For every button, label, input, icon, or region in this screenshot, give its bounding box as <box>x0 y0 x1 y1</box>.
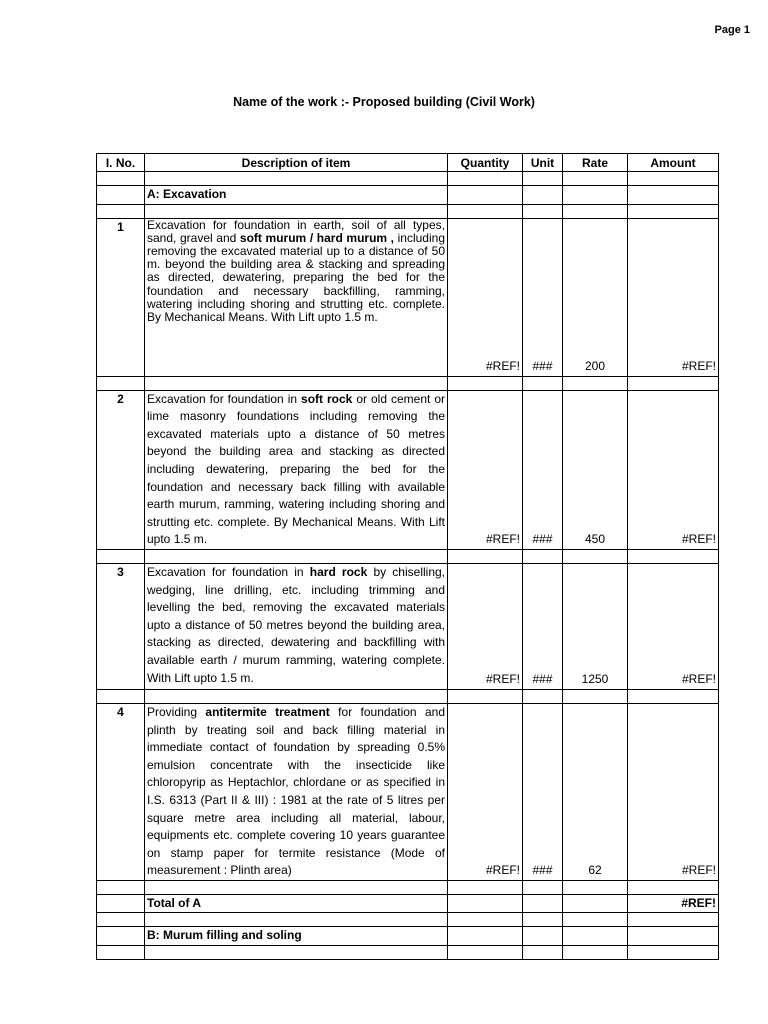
col-header: Unit <box>523 154 563 172</box>
item-number: 4 <box>97 703 145 880</box>
item-unit: ### <box>523 390 563 549</box>
item-number: 1 <box>97 218 145 376</box>
item-quantity: #REF! <box>448 390 523 549</box>
item-unit: ### <box>523 703 563 880</box>
total-amount: #REF! <box>628 894 719 913</box>
header-row <box>97 154 719 172</box>
col-header: Quantity <box>448 154 523 172</box>
item-description: Excavation for foundation in hard rock by chiselling, wedging, line drilling, etc. including trimming and levelling the bed, removing the excavated materials upto a distance of 50 metres beyond the building area, stacking as directed, dewatering and backfilling with available earth / murum ramming, watering complete. With Lift upto 1.5 m. <box>145 563 448 689</box>
section-title: B: Murum filling and soling <box>145 927 448 946</box>
section-title: A: Excavation <box>145 186 448 205</box>
page-title: Name of the work :- Proposed building (Civil Work) <box>233 95 535 109</box>
item-amount: #REF! <box>628 390 719 549</box>
item-description: Excavation for foundation in earth, soil of all types, sand, gravel and soft murum / hard murum , including removing the excavated material up to a distance of 50 m. beyond the building area & stacking and spreading as directed, dewatering, preparing the bed for the foundation and necessary backfilling, ramming, watering including shoring and strutting etc. complete. By Mechanical Means. With Lift upto 1.5 m. <box>145 218 448 376</box>
item-rate: 1250 <box>563 563 628 689</box>
section-row <box>97 186 719 205</box>
table-row <box>97 563 719 689</box>
item-number: 2 <box>97 390 145 549</box>
table-row <box>97 390 719 549</box>
col-header: Description of item <box>145 154 448 172</box>
col-header: I. No. <box>97 154 145 172</box>
item-number: 3 <box>97 563 145 689</box>
item-description: Excavation for foundation in soft rock or old cement or lime masonry foundations including removing the excavated materials upto a distance of 50 metres beyond the building area and stacking as directed including dewatering, preparing the bed for the foundation and necessary back filling with available earth murum, ramming, watering including shoring and strutting etc. complete. By Mechanical Means. With Lift upto 1.5 m. <box>145 390 448 549</box>
item-quantity: #REF! <box>448 563 523 689</box>
item-rate: 450 <box>563 390 628 549</box>
col-header: Rate <box>563 154 628 172</box>
item-amount: #REF! <box>628 703 719 880</box>
col-header: Amount <box>628 154 719 172</box>
estimate-table <box>96 153 719 960</box>
item-rate: 62 <box>563 703 628 880</box>
total-label: Total of A <box>145 894 448 913</box>
item-unit: ### <box>523 563 563 689</box>
page-number: Page 1 <box>714 24 750 36</box>
item-description: Providing antitermite treatment for foundation and plinth by treating soil and back filling material in immediate contact of foundation by spreading 0.5% emulsion concentrate with the insecticide like chloropyrip as Heptachlor, chlordane or as specified in I.S. 6313 (Part II & III) : 1981 at the rate of 5 litres per square metre area including all material, labour, equipments etc. complete covering 10 years guarantee on stamp paper for termite resistance (Mode of measurement : Plinth area) <box>145 703 448 880</box>
item-rate: 200 <box>563 218 628 376</box>
total-row <box>97 894 719 913</box>
item-amount: #REF! <box>628 218 719 376</box>
item-amount: #REF! <box>628 563 719 689</box>
item-quantity: #REF! <box>448 703 523 880</box>
table-row <box>97 703 719 880</box>
item-unit: ### <box>523 218 563 376</box>
item-quantity: #REF! <box>448 218 523 376</box>
table-row <box>97 218 719 376</box>
section-row <box>97 927 719 946</box>
